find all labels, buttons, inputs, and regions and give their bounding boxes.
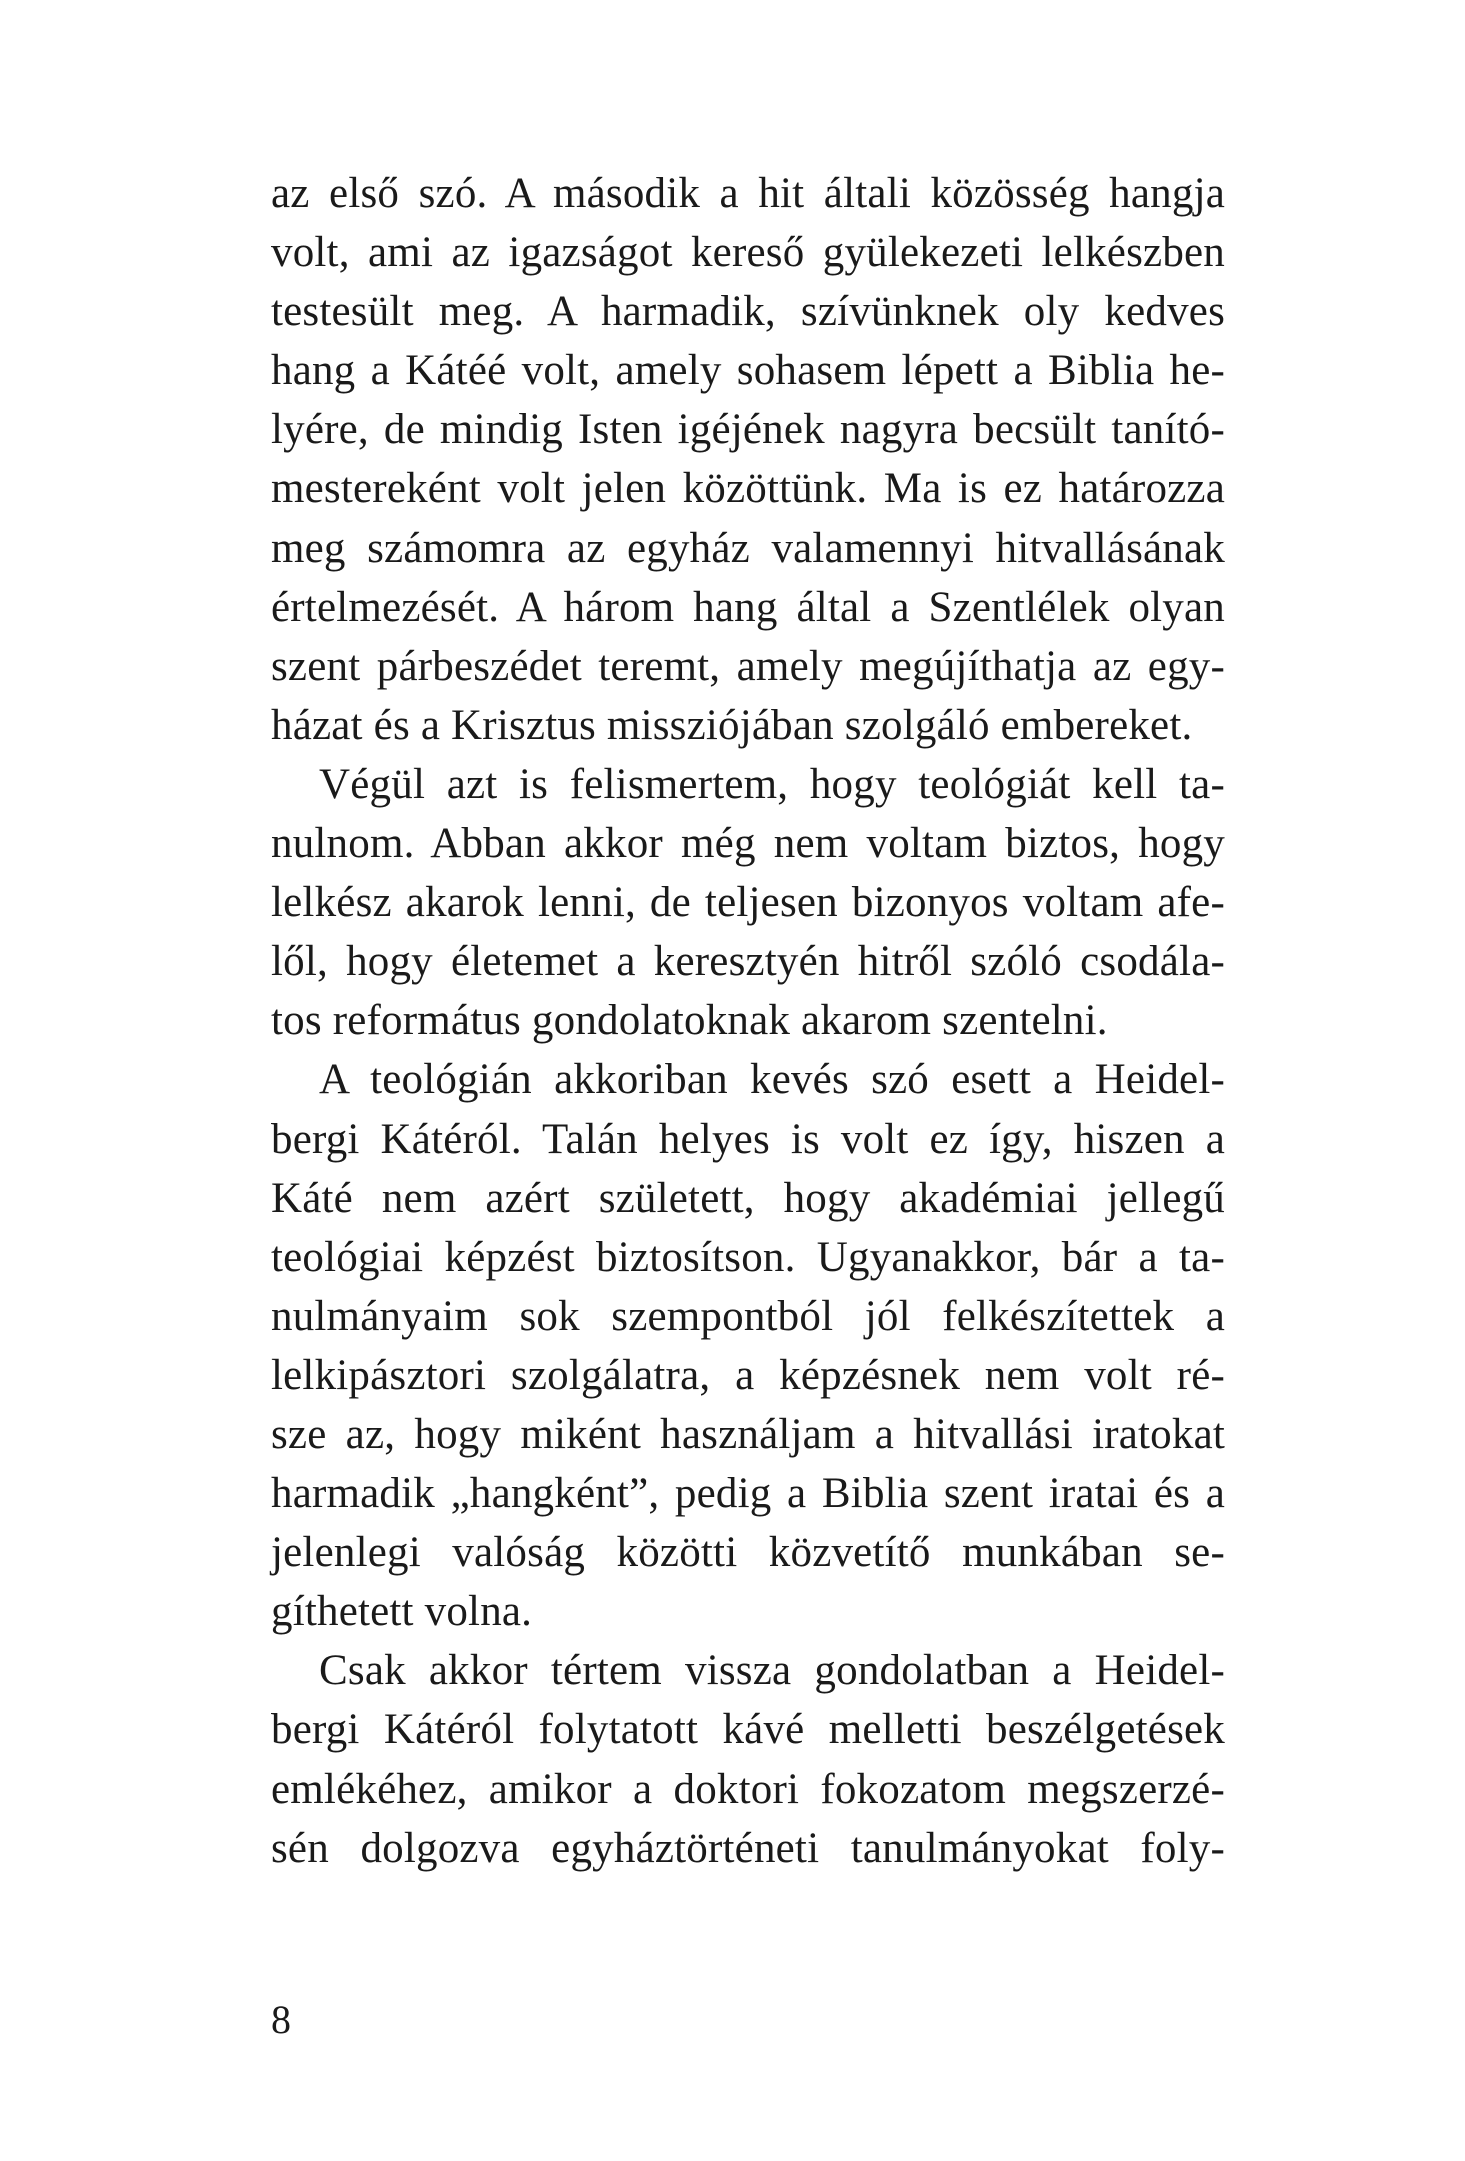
- text-line: Csak akkor tértem vissza gondolatban a Heidel-: [319, 1647, 1225, 1695]
- text-line: lől, hogy életemet a keresztyén hitről szóló csodála-: [271, 938, 1225, 986]
- text-line: értelmezését. A három hang által a Szentlélek olyan: [271, 583, 1225, 631]
- text-line: volt, ami az igazságot kereső gyülekezeti lelkészben: [271, 229, 1225, 277]
- paragraph: [271, 1050, 1225, 1641]
- text-line: hang a Kátéé volt, amely sohasem lépett a Biblia he-: [271, 347, 1225, 395]
- text-line: emlékéhez, amikor a doktori fokozatom megszerzé-: [271, 1765, 1225, 1813]
- text-line: nulmányaim sok szempontból jól felkészítettek a: [271, 1292, 1225, 1340]
- text-line: meg számomra az egyház valamennyi hitvallásának: [271, 524, 1225, 572]
- text-line: az első szó. A második a hit általi közösség hangja: [271, 170, 1225, 217]
- text-line: Végül azt is felismertem, hogy teológiát kell ta-: [319, 760, 1225, 808]
- text-line: mestereként volt jelen közöttünk. Ma is ez határozza: [271, 465, 1225, 513]
- text-line: szent párbeszédet teremt, amely megújíthatja az egy-: [271, 642, 1225, 690]
- text-line: lelkész akarok lenni, de teljesen bizonyos voltam afe-: [271, 879, 1225, 927]
- text-line: bergi Kátéról folytatott kávé melletti beszélgetések: [271, 1706, 1225, 1754]
- text-line: Káté nem azért született, hogy akadémiai jellegű: [271, 1174, 1225, 1222]
- body-text: [271, 164, 1225, 1878]
- text-line: gíthetett volna.: [271, 1588, 533, 1636]
- text-line: lyére, de mindig Isten igéjének nagyra becsült tanító-: [271, 406, 1225, 454]
- paragraph: [271, 164, 1225, 755]
- text-line: teológiai képzést biztosítson. Ugyanakkor, bár a ta-: [271, 1233, 1225, 1281]
- paragraph: [271, 755, 1225, 1050]
- text-line: sze az, hogy miként használjam a hitvallási iratokat: [271, 1410, 1225, 1458]
- text-line: házat és a Krisztus missziójában szolgáló embereket.: [271, 701, 1193, 749]
- text-line: sén dolgozva egyháztörténeti tanulmányokat foly-: [271, 1824, 1225, 1872]
- page-number: 8: [271, 1997, 291, 2042]
- text-line: nulnom. Abban akkor még nem voltam biztos, hogy: [271, 820, 1225, 868]
- text-line: tos református gondolatoknak akarom szentelni.: [271, 997, 1108, 1045]
- text-line: testesült meg. A harmadik, szívünknek oly kedves: [271, 288, 1225, 336]
- text-line: lelkipásztori szolgálatra, a képzésnek nem volt ré-: [271, 1351, 1225, 1399]
- text-line: A teológián akkoriban kevés szó esett a Heidel-: [319, 1056, 1225, 1104]
- text-line: bergi Kátéról. Talán helyes is volt ez így, hiszen a: [271, 1115, 1225, 1163]
- paragraph: [271, 1641, 1225, 1877]
- text-line: jelenlegi valóság közötti közvetítő munkában se-: [271, 1529, 1225, 1577]
- text-line: harmadik „hangként”, pedig a Biblia szent iratai és a: [271, 1470, 1225, 1518]
